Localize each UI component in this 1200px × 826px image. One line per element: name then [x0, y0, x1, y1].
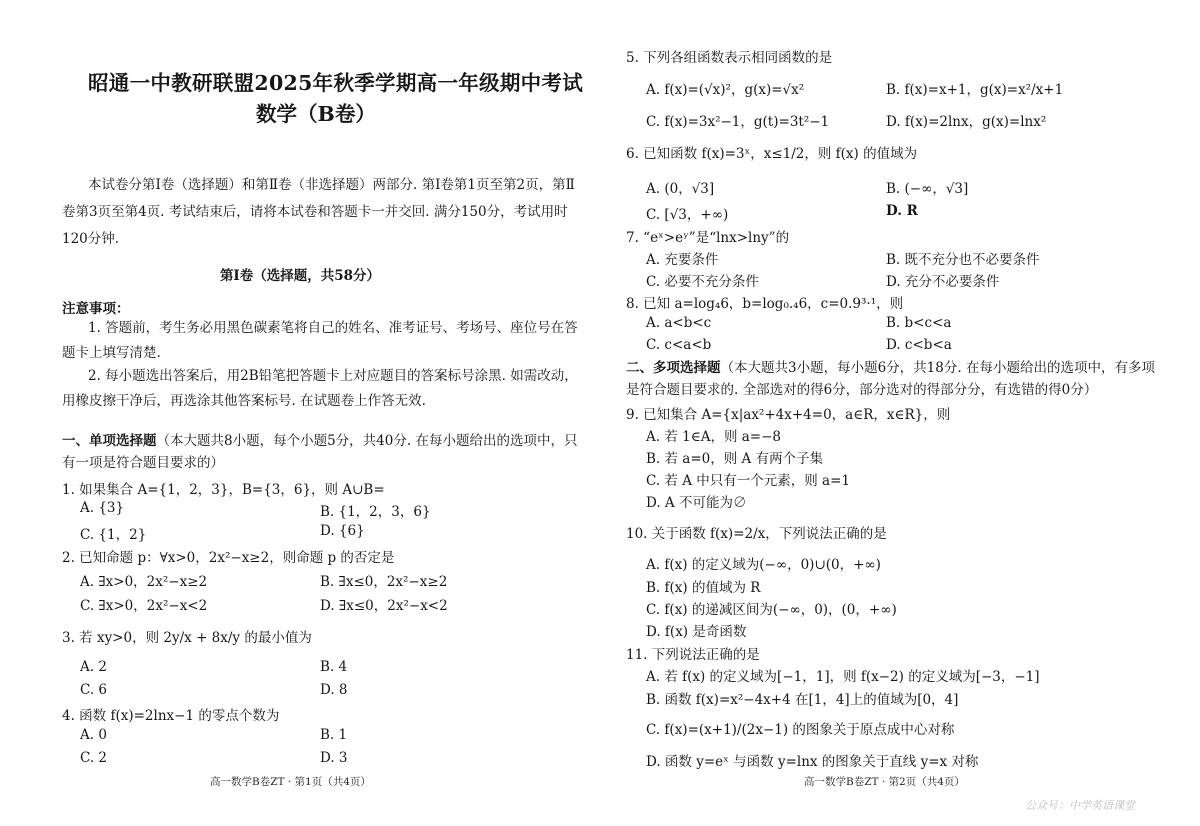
q9-stem: 9. 已知集合 A={x|ax²+4x+4=0，a∈R，x∈R}，则	[626, 407, 951, 423]
q6-stem: 6. 已知函数 f(x)=3ˣ，x≤1/2，则 f(x) 的值域为	[626, 146, 918, 162]
q4-option-b: B. 1	[320, 727, 348, 743]
q11-option-c: C. f(x)=(x+1)/(2x−1) 的图象关于原点成中心对称	[646, 722, 955, 738]
q2-option-d: D. ∃x≤0，2x²−x<2	[320, 598, 448, 614]
q6-option-b: B. (−∞，√3]	[886, 181, 969, 197]
page-2-footer: 高一数学B卷ZT · 第2页（共4页）	[804, 776, 965, 788]
notice-title: 注意事项：	[62, 301, 130, 317]
part1-title: 第Ⅰ卷（选择题，共58分）	[219, 268, 381, 284]
q9-option-d: D. A 不可能为∅	[646, 495, 747, 511]
q8-option-a: A. a<b<c	[646, 315, 712, 331]
q8-option-d: D. c<b<a	[886, 337, 952, 353]
q7-option-c: C. 必要不充分条件	[646, 274, 759, 290]
section1-title: 一、单项选择题	[62, 433, 157, 449]
section1-desc: （本大题共8小题，每个小题5分，共40分. 在每小题给出的选项中，只有一项是符合题目要求的）	[62, 433, 578, 471]
q8-stem: 8. 已知 a=log₄6，b=log₀.₄6，c=0.9³·¹，则	[626, 296, 904, 312]
q1-option-c: C. {1，2}	[80, 527, 147, 543]
q4-option-a: A. 0	[80, 727, 107, 743]
page-1-footer: 高一数学B卷ZT · 第1页（共4页）	[210, 776, 371, 788]
watermark: 公众号：中学英语课堂	[1025, 799, 1135, 812]
q3-option-b: B. 4	[320, 659, 348, 675]
q7-option-d: D. 充分不必要条件	[886, 274, 1000, 290]
q3-option-a: A. 2	[80, 659, 107, 675]
q2-stem: 2. 已知命题 p：∀x>0，2x²−x≥2，则命题 p 的否定是	[62, 550, 395, 566]
q10-option-a: A. f(x) 的定义域为(−∞，0)∪(0，+∞)	[646, 557, 881, 573]
q2-option-b: B. ∃x≤0，2x²−x≥2	[320, 574, 448, 590]
q11-option-d: D. 函数 y=eˣ 与函数 y=lnx 的图象关于直线 y=x 对称	[646, 754, 979, 770]
q8-option-b: B. b<c<a	[886, 315, 952, 331]
q3-stem: 3. 若 xy>0，则 2y/x + 8x/y 的最小值为	[62, 630, 312, 646]
q3-option-d: D. 8	[320, 682, 348, 698]
section1-heading	[62, 431, 590, 474]
q9-option-b: B. 若 a=0，则 A 有两个子集	[646, 451, 824, 467]
q4-stem: 4. 函数 f(x)=2lnx−1 的零点个数为	[62, 708, 280, 724]
q5-option-c: C. f(x)=3x²−1，g(t)=3t²−1	[646, 114, 830, 130]
q5-option-a: A. f(x)=(√x)²，g(x)=√x²	[646, 82, 805, 98]
q5-option-b: B. f(x)=x+1，g(x)=x²/x+1	[886, 82, 1064, 98]
section2-heading	[626, 358, 1166, 401]
q6-option-a: A. (0，√3]	[646, 181, 715, 197]
q6-option-c: C. [√3，+∞)	[646, 207, 729, 223]
section2-desc: （本大题共3小题，每小题6分，共18分. 在每小题给出的选项中，有多项是符合题目要求的. 全部选对的得6分，部分选对的得部分分，有选错的得0分）	[626, 360, 1155, 398]
q11-option-b: B. 函数 f(x)=x²−4x+4 在[1，4]上的值域为[0，4]	[646, 692, 959, 708]
q9-option-c: C. 若 A 中只有一个元素，则 a=1	[646, 473, 851, 489]
q2-option-c: C. ∃x>0，2x²−x<2	[80, 598, 208, 614]
q1-stem: 1. 如果集合 A={1，2，3}，B={3，6}，则 A∪B=	[62, 482, 385, 498]
q1-option-d: D. {6}	[320, 523, 365, 539]
q8-option-c: C. c<a<b	[646, 337, 712, 353]
exam-title: 昭通一中教研联盟2025年秋季学期高一年级期中考试	[88, 71, 584, 95]
q4-option-c: C. 2	[80, 750, 108, 766]
section2-title: 二、多项选择题	[626, 360, 721, 376]
exam-intro: 本试卷分第Ⅰ卷（选择题）和第Ⅱ卷（非选择题）两部分. 第Ⅰ卷第1页至第2页，第Ⅱ卷第3页至第4页. 考试结束后，请将本试卷和答题卡一并交回. 满分150分，考试用时120分钟.	[62, 177, 575, 247]
q5-stem: 5. 下列各组函数表示相同函数的是	[626, 50, 833, 66]
q9-option-a: A. 若 1∈A，则 a=−8	[646, 429, 782, 445]
notice-item-2: 2. 每小题选出答案后，用2B铅笔把答题卡上对应题目的答案标号涂黑. 如需改动，用橡皮擦干净后，再选涂其他答案标号. 在试题卷上作答无效.	[62, 368, 578, 409]
q1-option-a: A. {3}	[80, 500, 125, 516]
q1-option-b: B. {1，2，3，6}	[320, 504, 431, 520]
q2-option-a: A. ∃x>0，2x²−x≥2	[80, 574, 208, 590]
q10-option-c: C. f(x) 的递减区间为(−∞，0)，(0，+∞)	[646, 602, 897, 618]
q11-stem: 11. 下列说法正确的是	[626, 647, 760, 663]
page-2	[600, 0, 1200, 826]
q11-option-a: A. 若 f(x) 的定义域为[−1，1]，则 f(x−2) 的定义域为[−3，−1]	[646, 669, 1040, 685]
q7-option-a: A. 充要条件	[646, 252, 719, 268]
q7-stem: 7. “eˣ>eʸ”是“lnx>lny”的	[626, 230, 790, 246]
q7-option-b: B. 既不充分也不必要条件	[886, 252, 1040, 268]
q4-option-d: D. 3	[320, 750, 348, 766]
q5-option-d: D. f(x)=2lnx，g(x)=lnx²	[886, 114, 1047, 130]
q10-option-b: B. f(x) 的值域为 R	[646, 580, 761, 596]
notice-item-1: 1. 答题前，考生务必用黑色碳素笔将自己的姓名、准考证号、考场号、座位号在答题卡上填写清楚.	[62, 320, 578, 361]
q10-option-d: D. f(x) 是奇函数	[646, 624, 747, 640]
q3-option-c: C. 6	[80, 682, 108, 698]
exam-subtitle: 数学（B卷）	[256, 102, 376, 126]
q10-stem: 10. 关于函数 f(x)=2/x，下列说法正确的是	[626, 526, 887, 542]
q6-option-d: D. R	[886, 203, 918, 219]
